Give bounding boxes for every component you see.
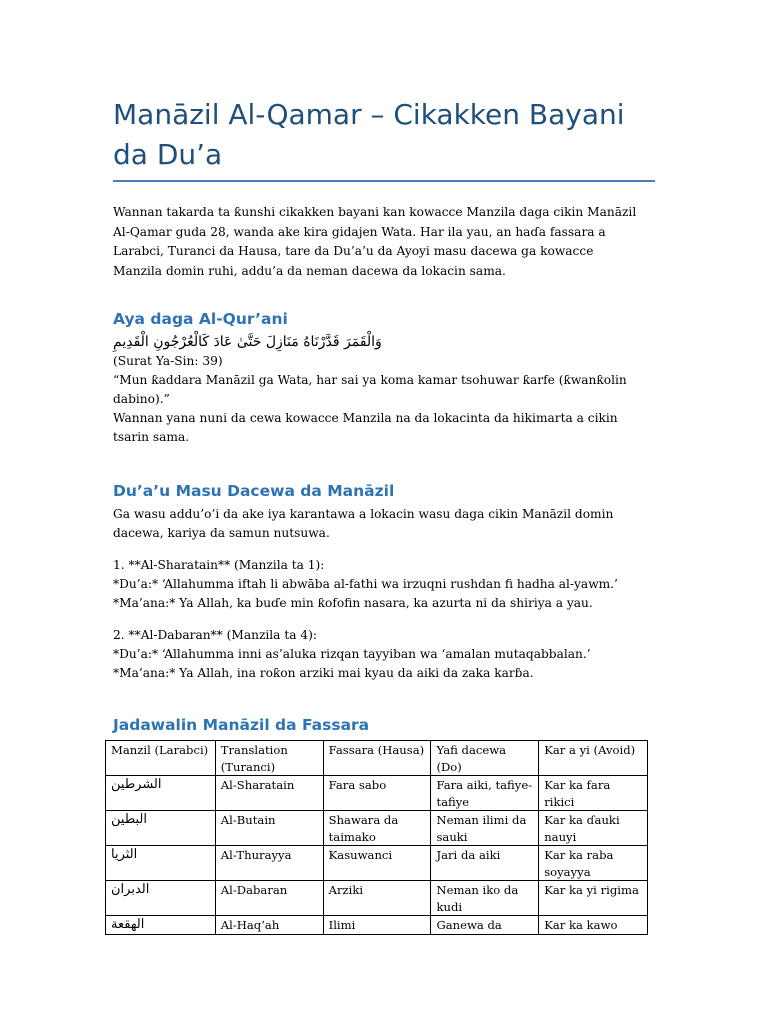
table-row — [106, 776, 648, 811]
table-cell: Al-Butain — [215, 811, 323, 846]
column-header: Fassara (Hausa) — [323, 741, 431, 776]
arabic-name-cell: الدبران — [106, 881, 216, 916]
table-cell: Ilimi — [323, 916, 431, 935]
column-header: Yafi dacewa (Do) — [431, 741, 539, 776]
table-cell: Arziki — [323, 881, 431, 916]
dua-item-meaning: *Ma’ana:* Ya Allah, ina roƙon arziki mai kyau da aiki da zaka karɓa. — [113, 666, 534, 680]
quran-reference: (Surat Ya-Sin: 39) — [113, 354, 223, 368]
table-cell: Kasuwanci — [323, 846, 431, 881]
table-cell: Al-Sharatain — [215, 776, 323, 811]
table-cell: Kar ka raba soyayya — [539, 846, 648, 881]
table-cell: Kar ka fara rikici — [539, 776, 648, 811]
column-header: Translation (Turanci) — [215, 741, 323, 776]
manazil-table — [105, 740, 648, 935]
table-cell: Kar ka ɗauki nauyi — [539, 811, 648, 846]
table-row — [106, 916, 648, 935]
quran-heading: Aya daga Al-Qur’ani — [113, 310, 288, 328]
table-cell: Fara aiki, tafiye-tafiye — [431, 776, 539, 811]
table-cell: Kar ka yi rigima — [539, 881, 648, 916]
column-header: Manzil (Larabci) — [106, 741, 216, 776]
table-cell: Al-Thurayya — [215, 846, 323, 881]
table-cell: Ganewa da — [431, 916, 539, 935]
quran-arabic-verse: وَالْقَمَرَ قَدَّرْنَاهُ مَنَازِلَ حَتَّىٰ عَادَ كَالْعُرْجُونِ الْقَدِيمِ — [113, 334, 382, 350]
arabic-name-cell: البطين — [106, 811, 216, 846]
quran-translation: “Mun ƙaddara Manāzil ga Wata, har sai ya koma kamar tsohuwar ƙarfe (ƙwanƙolin dabino).” — [113, 373, 627, 406]
dua-item-text: *Du’a:* ‘Allahumma iftah li abwāba al-fathi wa irzuqni rushdan fi hadha al-yawm.’ — [113, 577, 618, 591]
dua-item-meaning: *Ma’ana:* Ya Allah, ka buɗe min ƙofofin nasara, ka azurta ni da shiriya a yau. — [113, 596, 593, 610]
dua-item-text: *Du’a:* ‘Allahumma inni as’aluka rizqan tayyiban wa ‘amalan mutaqabbalan.’ — [113, 647, 591, 661]
arabic-name-cell: الهقعة — [106, 916, 216, 935]
table-heading: Jadawalin Manāzil da Fassara — [113, 716, 370, 734]
table-row — [106, 811, 648, 846]
arabic-name-cell: الثريا — [106, 846, 216, 881]
table-header-row — [106, 741, 648, 776]
table-cell: Jari da aiki — [431, 846, 539, 881]
dua-item-title: 2. **Al-Dabaran** (Manzila ta 4): — [113, 628, 317, 642]
dua-item-title: 1. **Al-Sharatain** (Manzila ta 1): — [113, 558, 325, 572]
intro-paragraph: Wannan takarda ta ƙunshi cikakken bayani kan kowacce Manzila daga cikin Manāzil Al-Qamar guda 28, wanda ake kira gidajen Wata. Har ila yau, an haɗa fassara a Larabci, Turanci da Hausa, tare da Du’a’u da Ayoyi masu dacewa ga kowacce Manzila domin ruhi, addu’a da neman dacewa da lokacin sama. — [113, 205, 637, 279]
duau-intro: Ga wasu addu’o’i da ake iya karantawa a lokacin wasu daga cikin Manāzil domin dacewa, kariya da samun nutsuwa. — [113, 507, 614, 540]
table-cell: Kar ka kawo — [539, 916, 648, 935]
table-row — [106, 881, 648, 916]
duau-heading: Du’a’u Masu Dacewa da Manāzil — [113, 482, 395, 500]
table-cell: Shawara da taimako — [323, 811, 431, 846]
table-row — [106, 846, 648, 881]
title-divider — [113, 180, 655, 182]
page-title: Manāzil Al-Qamar – Cikakken Bayani da Du’a — [113, 98, 625, 171]
table-cell: Fara sabo — [323, 776, 431, 811]
table-cell: Al-Dabaran — [215, 881, 323, 916]
quran-note: Wannan yana nuni da cewa kowacce Manzila na da lokacinta da hikimarta a cikin tsarin sama. — [113, 411, 618, 444]
column-header: Kar a yi (Avoid) — [539, 741, 648, 776]
table-cell: Neman iko da kudi — [431, 881, 539, 916]
table-cell: Al-Haq’ah — [215, 916, 323, 935]
table-cell: Neman ilimi da sauki — [431, 811, 539, 846]
arabic-name-cell: الشرطين — [106, 776, 216, 811]
